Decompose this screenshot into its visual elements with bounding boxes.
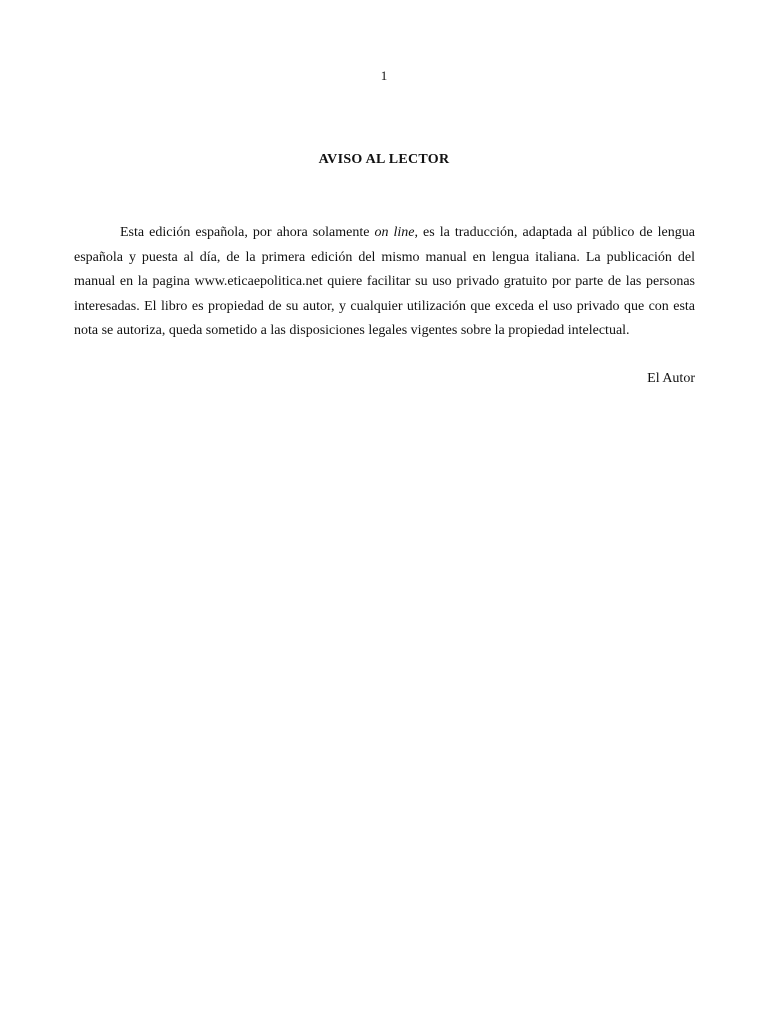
paragraph-text-end: , es la traducción, adaptada al público de lengua española y puesta al día, de la primera edición del mismo manual en lengua italiana. La publicación del manual en la pagina www.eticaepolitica.net quiere facilitar su uso privado gratuito por parte de las personas interesadas. El libro es propiedad de su autor, y cualquier utilización que exceda el uso privado que con esta nota se autoriza, queda sometido a las disposiciones legales vigentes sobre la propiedad intelectual. (74, 225, 695, 338)
author-signature: El Autor (647, 371, 695, 386)
paragraph-italic-term: on line (374, 225, 415, 240)
notice-paragraph (74, 221, 695, 344)
page-number: 1 (380, 68, 388, 83)
page-title: AVISO AL LECTOR (318, 152, 450, 167)
paragraph-text-start: Esta edición española, por ahora solamente (120, 225, 375, 240)
